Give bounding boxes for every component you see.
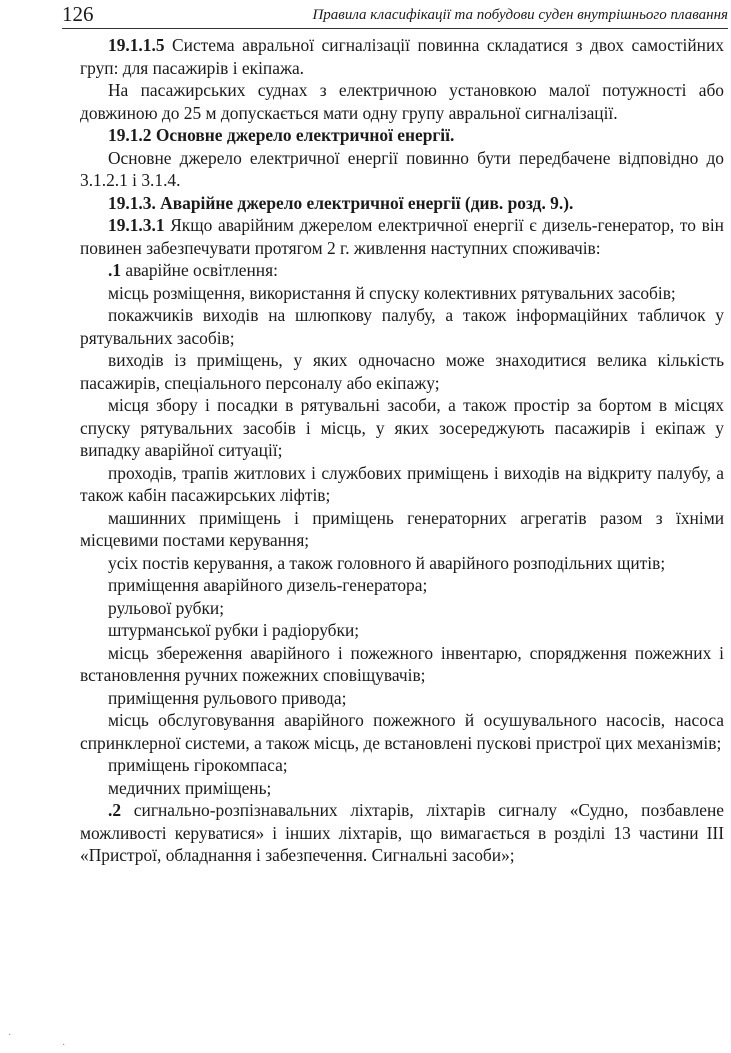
list-item: місць обслуговування аварійного пожежного й осушувального насосів, насоса спринклерної системи, а також місць, де встановлені пускові пристрої цих механізмів;: [80, 710, 724, 753]
paragraph-19-1-1-5: 19.1.1.5 Система авральної сигналізації повинна складатися з двох самостійних груп: для пасажирів і екіпажа.: [80, 35, 724, 78]
scan-mark: ·: [8, 1030, 12, 1041]
page-number: 126: [62, 2, 94, 26]
list-item: приміщення рульового привода;: [108, 687, 347, 708]
paragraph: На пасажирських суднах з електричною установкою малої потужності або довжиною до 25 м допускається мати одну групу авральної сигналізації.: [80, 80, 724, 123]
list-item: рульової рубки;: [108, 597, 225, 618]
list-item: машинних приміщень і приміщень генераторних агрегатів разом з їхніми місцевими постами керування;: [80, 507, 724, 550]
section-heading-19-1-3: 19.1.3. Аварійне джерело електричної енергії (див. розд. 9.).: [108, 192, 574, 213]
paragraph-19-1-3-1: 19.1.3.1 Якщо аварійним джерелом електричної енергії є дизель-генератор, то він повинен забезпечувати протягом 2 г. живлення наступних споживачів:: [80, 215, 724, 258]
list-item: місць розміщення, використання й спуску колективних рятувальних засобів;: [108, 282, 676, 303]
list-item: медичних приміщень;: [108, 777, 272, 798]
list-item: покажчиків виходів на шлюпкову палубу, а також інформаційних табличок у рятувальних засобів;: [80, 305, 724, 348]
list-item: усіх постів керування, а також головного й аварійного розподільних щитів;: [108, 552, 666, 573]
list-item: приміщень гірокомпаса;: [108, 755, 288, 775]
section-heading-19-1-2: 19.1.2 Основне джерело електричної енергії.: [108, 125, 455, 145]
list-item-2: .2 сигнально-розпізнавальних ліхтарів, ліхтарів сигналу «Судно, позбавлене можливості керуватися» і інших ліхтарів, що вимагається в розділі 13 частини ІІІ «Пристрої, обладнання і забезпечення. Сигнальні засоби»;: [80, 800, 724, 865]
scan-mark: ·: [62, 1040, 66, 1051]
page-body: [80, 34, 724, 867]
running-title: Правила класифікації та побудови суден внутрішнього плавання: [312, 7, 728, 23]
list-item: місць збереження аварійного і пожежного інвентарю, спорядження пожежних і встановлення ручних пожежних сповіщувачів;: [80, 642, 724, 685]
list-item: приміщення аварійного дизель-генератора;: [108, 575, 428, 595]
list-item: штурманської рубки і радіорубки;: [108, 620, 360, 640]
list-item-1: .1 аварійне освітлення:: [108, 260, 278, 280]
list-item: місця збору і посадки в рятувальні засоби, а також простір за бортом в місцях спуску рятувальних засобів і місць, у яких зосереджують пасажирів і екіпаж у випадку аварійної ситуації;: [80, 395, 724, 460]
list-item: проходів, трапів житлових і службових приміщень і виходів на відкриту палубу, а також кабін пасажирських ліфтів;: [80, 462, 724, 505]
paragraph: Основне джерело електричної енергії повинно бути передбачене відповідно до 3.1.2.1 і 3.1.4.: [80, 147, 724, 190]
page-header: [62, 2, 728, 29]
list-item: виходів із приміщень, у яких одночасно може знаходитися велика кількість пасажирів, спеціального персоналу або екіпажу;: [80, 350, 724, 393]
